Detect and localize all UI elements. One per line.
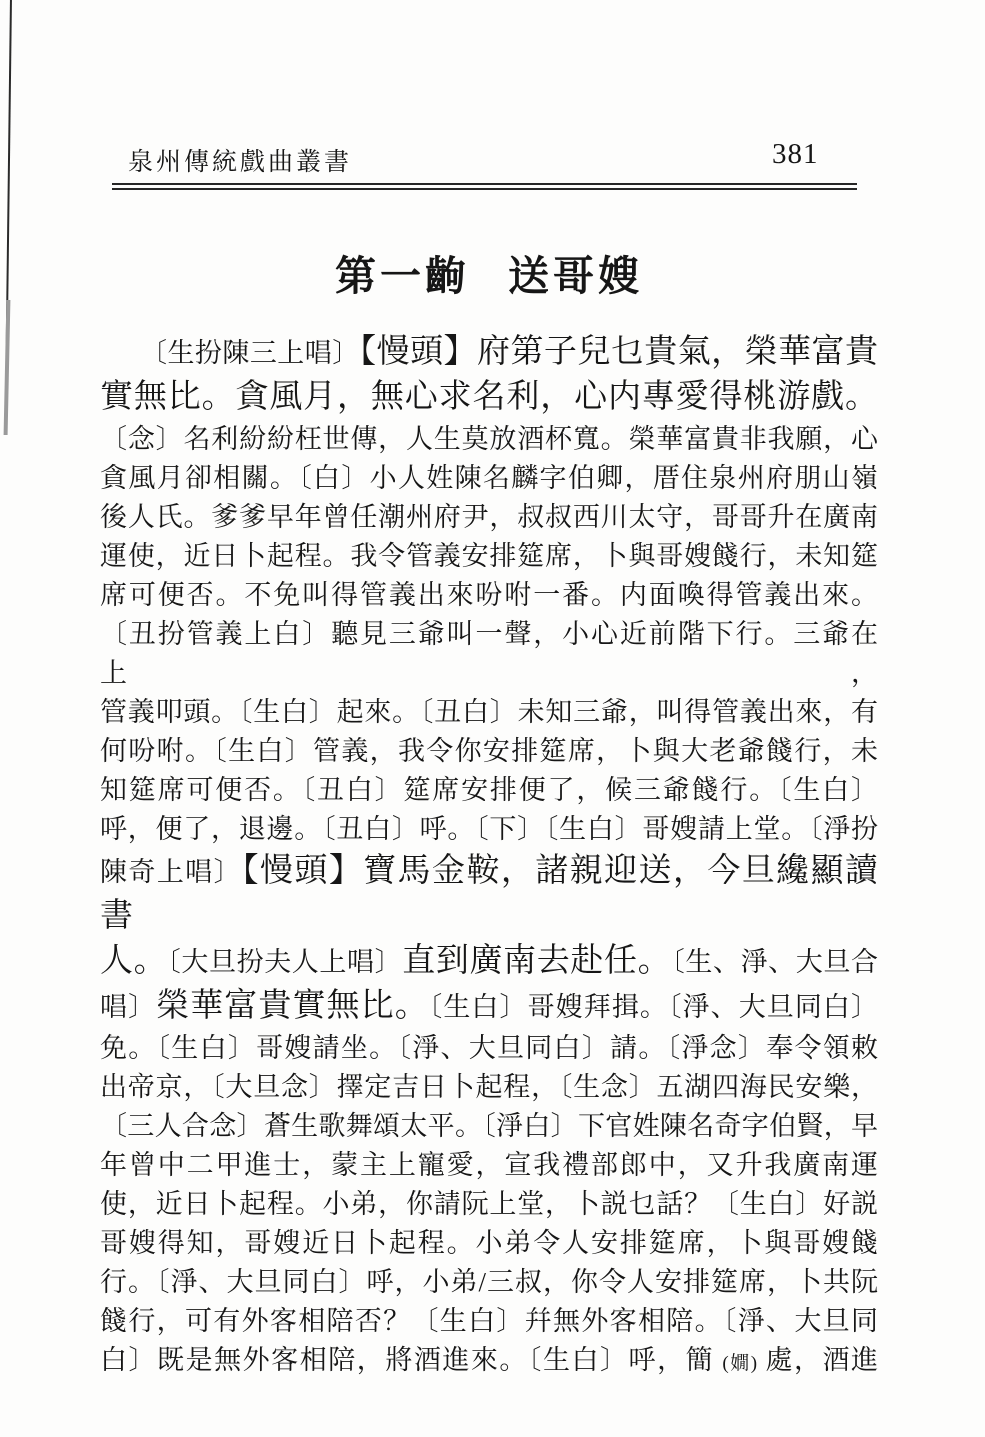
aria-text-segment: 榮華富貴實無比。: [156, 988, 429, 1024]
dialog-text-segment: 餞行，可有外客相陪否？〔生白〕幷無外客相陪。〔淨、大旦同: [100, 1306, 878, 1336]
aria-text-segment: 【慢頭】府第子兒乜貴氣，榮華富貴: [359, 334, 879, 370]
text-line: [100, 420, 878, 459]
text-line: [100, 849, 878, 939]
text-line: [100, 1224, 878, 1263]
text-line: [100, 498, 878, 537]
dialog-text-segment: 〔生、淨、大旦合: [671, 947, 879, 977]
dialog-text-segment: 〔生白〕哥嫂拜揖。〔淨、大旦同白〕: [428, 992, 879, 1022]
dialog-text-segment: 白〕既是無外客相陪，將酒進來。〔生白〕呼，簡: [100, 1345, 723, 1375]
dialog-text-segment: 行。〔淨、大旦同白〕呼，小弟/三叔，你令人安排筵席，卜共阮: [100, 1267, 878, 1297]
text-line: [100, 576, 878, 615]
dialog-text-segment: 〔生扮陳三上唱〕: [140, 338, 360, 368]
dialog-text-segment: 何吩咐。〔生白〕管義，我令你安排筵席，卜與大老爺餞行，未: [100, 736, 878, 766]
text-line: [100, 732, 878, 771]
dialog-text-segment: 呼，便了，退邊。〔丑白〕呼。〔下〕〔生白〕哥嫂請上堂。〔淨扮: [100, 814, 878, 844]
dialog-text-segment: 唱〕: [100, 992, 157, 1022]
body-lines: [100, 330, 878, 1383]
dialog-text-segment: 〔念〕名利紛紛枉世傳，人生莫放酒杯寬。榮華富貴非我願，心: [100, 424, 878, 454]
text-line: [100, 1341, 878, 1383]
text-line: [100, 693, 878, 732]
text-line: [100, 1302, 878, 1341]
gloss-text-segment: (嫺): [722, 1353, 758, 1374]
text-line: [100, 1263, 878, 1302]
dialog-text-segment: 出帝京，〔大旦念〕擇定吉日卜起程，〔生念〕五湖四海民安樂，: [100, 1072, 878, 1102]
text-line: [100, 330, 878, 375]
chapter-title: [100, 243, 878, 302]
chapter-act-number: 第一齣: [335, 253, 470, 299]
text-line: [100, 1185, 878, 1224]
running-header-book-title: 泉州傳統戲曲叢書: [128, 149, 353, 176]
dialog-text-segment: 陳奇上唱〕: [100, 857, 243, 887]
text-line: [100, 1029, 878, 1068]
dialog-text-segment: 運使，近日卜起程。我令管義安排筵席，卜與哥嫂餞行，未知筵: [100, 541, 878, 571]
aria-text-segment: 實無比。貪風月，無心求名利，心内專愛得桃游戲。: [100, 379, 878, 415]
dialog-text-segment: 哥嫂得知，哥嫂近日卜起程。小弟令人安排筵席，卜與哥嫂餞: [100, 1228, 878, 1258]
chapter-act-name: 送哥嫂: [508, 253, 643, 299]
text-line: [100, 939, 878, 984]
dialog-text-segment: 管義叩頭。〔生白〕起來。〔丑白〕未知三爺，叫得管義出來，有: [100, 697, 878, 727]
text-line: [100, 537, 878, 576]
dialog-text-segment: 〔大旦扮夫人上唱〕: [167, 947, 403, 977]
dialog-text-segment: 年曾中二甲進士，蒙主上寵愛，宣我禮部郎中，又升我廣南運: [100, 1150, 878, 1180]
header-double-rule: [112, 183, 857, 190]
dialog-text-segment: 〔三人合念〕蒼生歌舞頌太平。〔淨白〕下官姓陳名奇字伯賢，早: [100, 1111, 878, 1141]
dialog-text-segment: 〔丑扮管義上白〕聽見三爺叫一聲，小心近前階下行。三爺在上，: [100, 619, 878, 688]
dialog-text-segment: 處，酒進: [757, 1345, 879, 1375]
aria-text-segment: 人。: [100, 943, 168, 979]
text-line: [100, 1068, 878, 1107]
dialog-text-segment: 使，近日卜起程。小弟，你請阮上堂，卜説乜話？〔生白〕好説: [100, 1189, 878, 1219]
text-line: [100, 459, 878, 498]
aria-text-segment: 直到廣南去赴任。: [402, 943, 672, 979]
dialog-text-segment: 席可便否。不免叫得管義出來吩咐一番。内面喚得管義出來。: [100, 580, 878, 610]
text-line: [100, 1107, 878, 1146]
text-line: [100, 810, 878, 849]
dialog-text-segment: 免。〔生白〕哥嫂請坐。〔淨、大旦同白〕請。〔淨念〕奉令領敕: [100, 1033, 878, 1063]
aria-text-segment: 【慢頭】寶馬金鞍，諸親迎送，今旦纔顯讀書: [100, 853, 879, 934]
dialog-text-segment: 貪風月卻相關。〔白〕小人姓陳名麟字伯卿，厝住泉州府朋山嶺: [100, 463, 878, 493]
dialog-text-segment: 知筵席可便否。〔丑白〕筵席安排便了，候三爺餞行。〔生白〕: [100, 775, 878, 805]
dialog-text-segment: 後人氏。爹爹早年曾任潮州府尹，叔叔西川太守，哥哥升在廣南: [100, 502, 878, 532]
page-number: 381: [772, 138, 819, 170]
text-line: [100, 984, 878, 1029]
scan-artifact-smudge: [4, 300, 11, 435]
text-line: [100, 771, 878, 810]
text-line: [100, 615, 878, 693]
text-line: [100, 375, 878, 420]
text-line: [100, 1146, 878, 1185]
